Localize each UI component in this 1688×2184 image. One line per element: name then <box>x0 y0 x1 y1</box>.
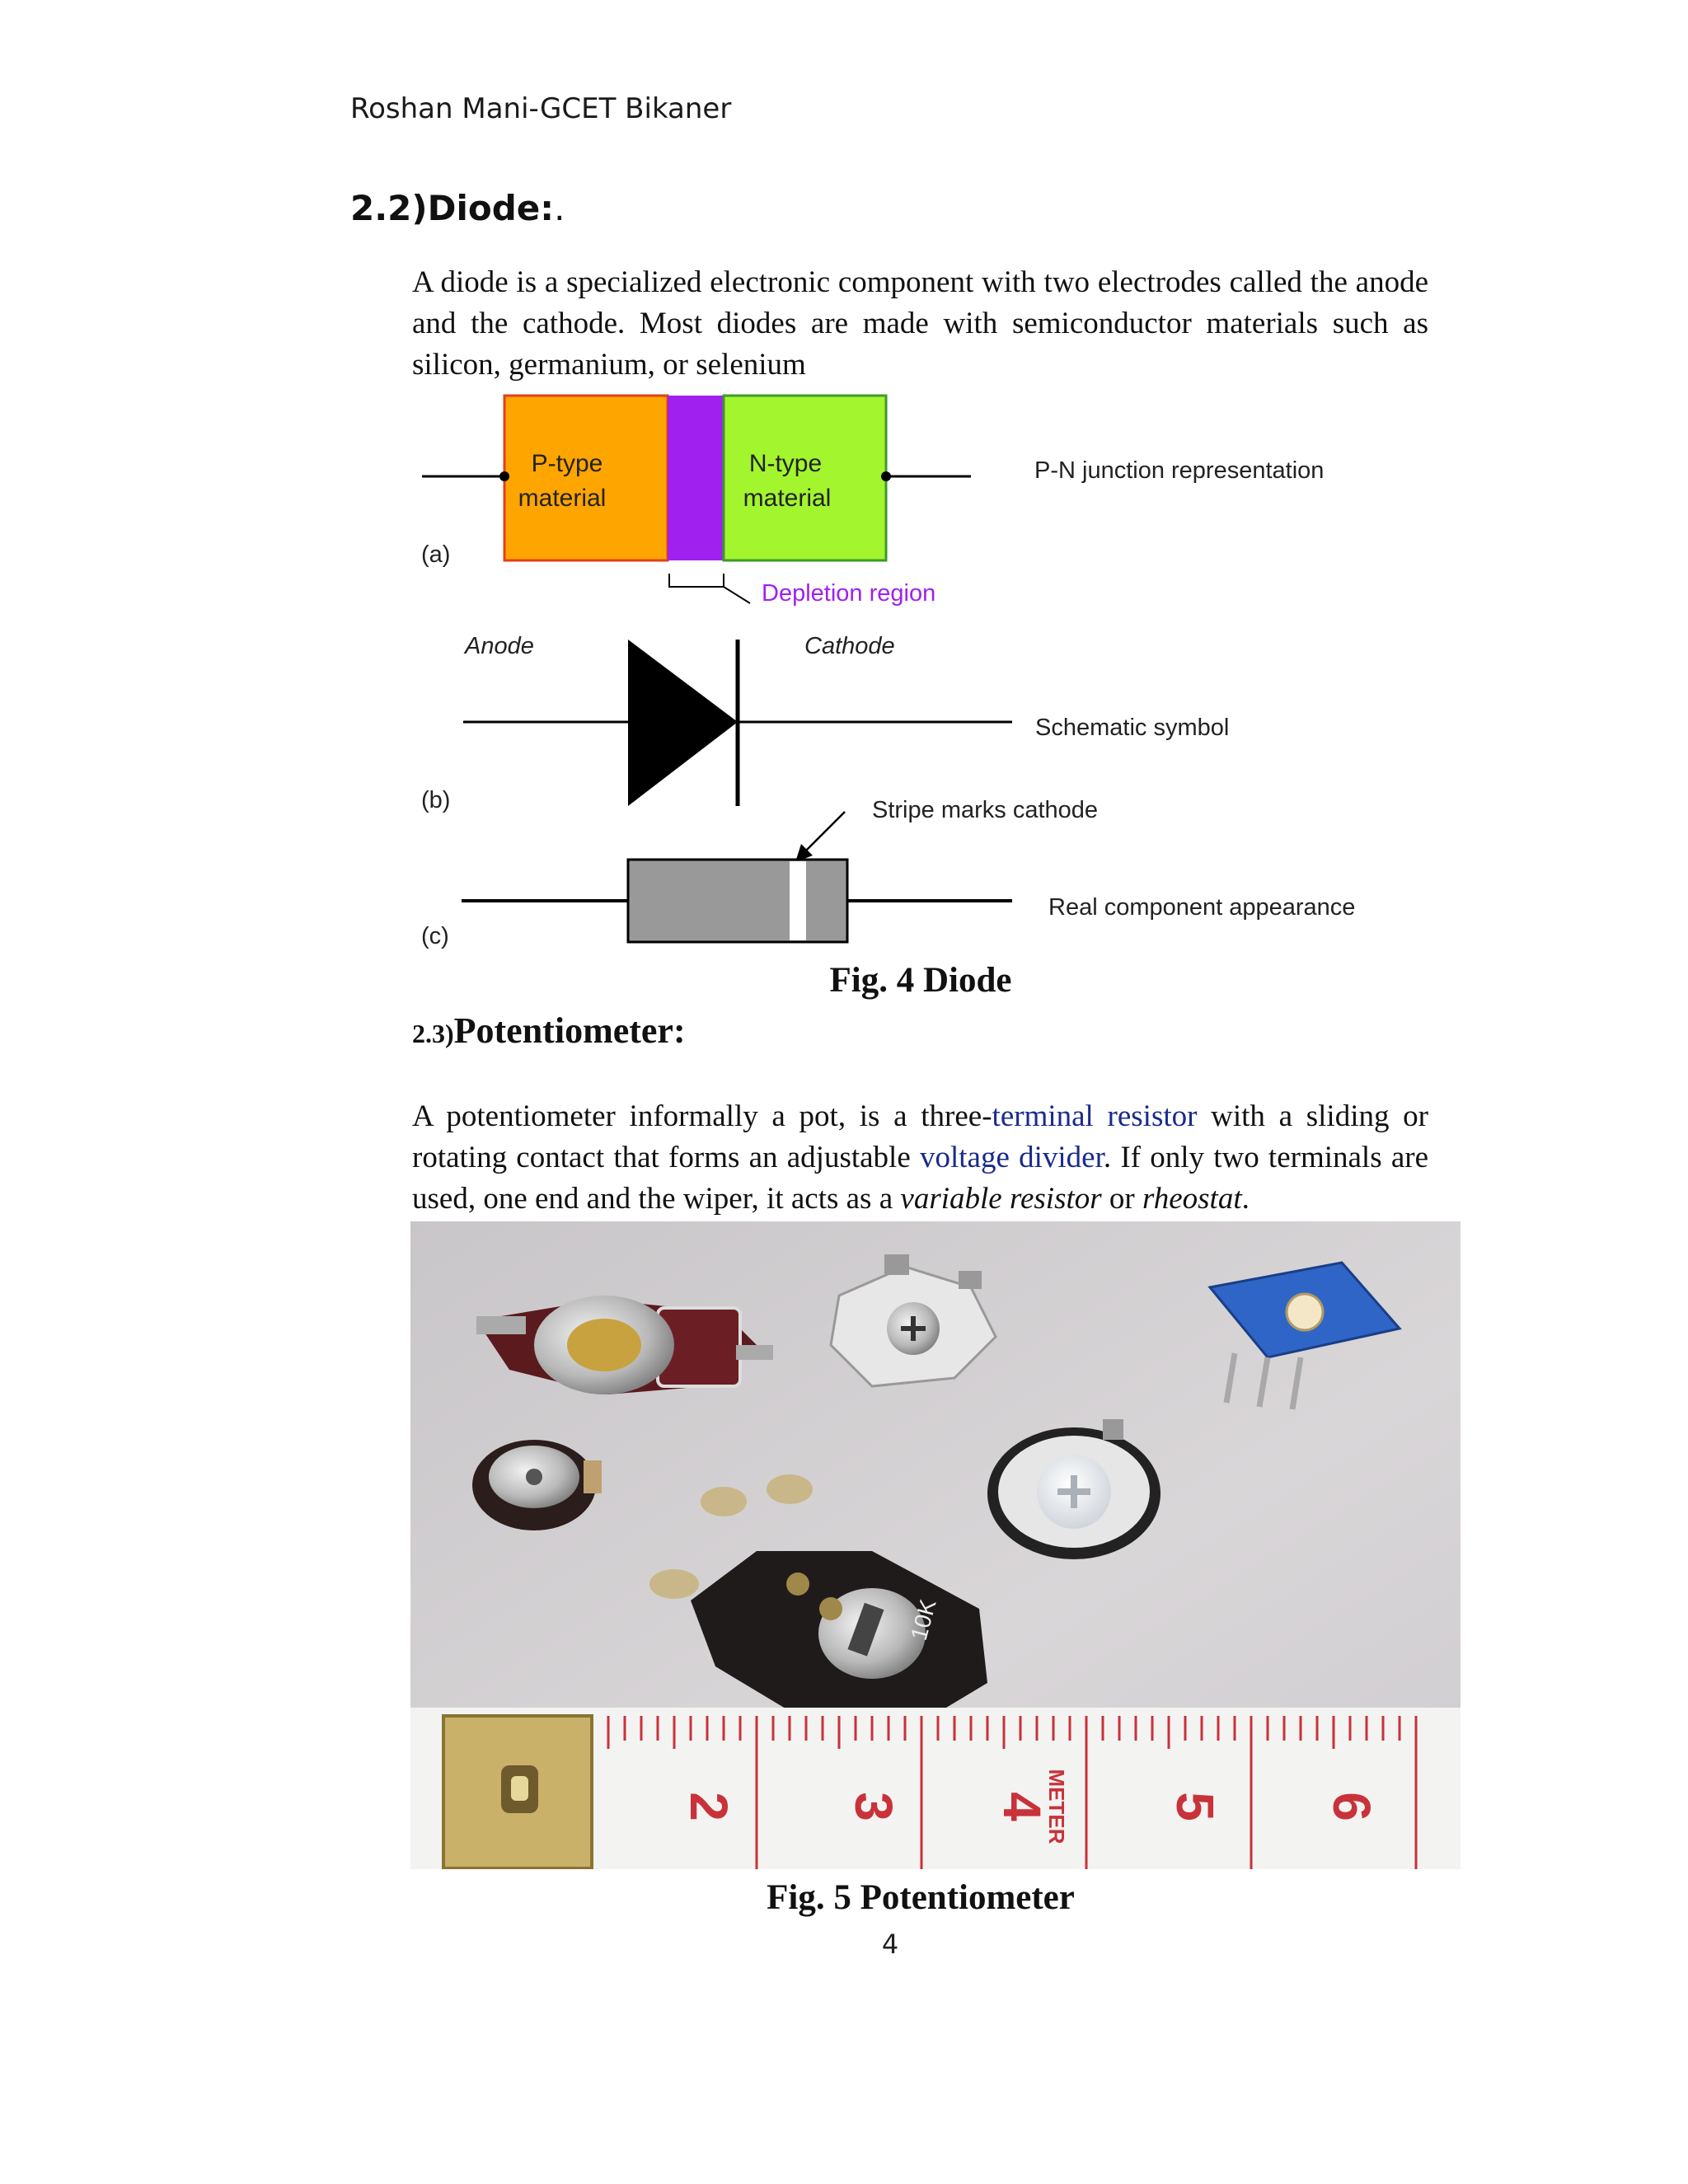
junction-dot-right <box>881 471 891 481</box>
p-type-label-2: material <box>518 485 607 512</box>
junction-dot-left <box>499 471 509 481</box>
n-type-block <box>724 396 886 560</box>
depletion-block <box>668 396 724 560</box>
subsection-name: Potentiometer: <box>453 1010 686 1051</box>
depletion-region-label: Depletion region <box>762 580 936 607</box>
stripe-note: Stripe marks cathode <box>872 797 1099 823</box>
ruler-number-6: 6 <box>1322 1792 1381 1821</box>
p-type-block <box>504 396 668 560</box>
panel-a-label: (a) <box>421 541 451 568</box>
fig5-caption: Fig. 5 Potentiometer <box>767 1878 1075 1917</box>
real-component-description: Real component appearance <box>1048 894 1356 921</box>
anode-label: Anode <box>465 633 534 659</box>
n-type-label-1: N-type <box>748 450 823 477</box>
section-title-suffix: . <box>554 188 565 228</box>
panel-c-label: (c) <box>421 923 449 949</box>
panel-b-label: (b) <box>421 787 451 813</box>
pot-text-1: A potentiometer informally a pot, is a three- <box>412 1099 992 1133</box>
pot-text-2: with a sliding or rotating contact that forms an adjustable <box>412 1099 1428 1174</box>
subsection-number: 2.3) <box>412 1019 454 1048</box>
pot-text-5: . <box>1241 1182 1250 1216</box>
pot-text-3: . If only two terminals are used, one end and the wiper, it acts as a <box>412 1141 1428 1216</box>
diode-triangle <box>628 640 738 806</box>
variable-resistor-term: variable resistor <box>900 1182 1102 1216</box>
ruler-number-2: 2 <box>679 1792 738 1821</box>
voltage-divider-link[interactable]: voltage divider <box>919 1141 1104 1174</box>
diode-figure <box>0 0 1688 989</box>
cathode-label: Cathode <box>804 633 895 659</box>
p-type-label-1: P-type <box>531 450 603 477</box>
diode-body <box>628 860 847 942</box>
section-title-text: 2.2)Diode: <box>350 188 555 228</box>
ruler-number-4: 4 <box>992 1792 1052 1821</box>
page-number: 4 <box>881 1929 899 1960</box>
depletion-pointer <box>724 587 750 603</box>
pot-marking: 10K <box>905 1596 941 1643</box>
cathode-stripe <box>790 861 806 940</box>
stripe-arrow-line <box>804 812 845 853</box>
ruler-number-3: 3 <box>844 1792 903 1821</box>
n-type-label-2: material <box>743 485 832 512</box>
potentiometer-photo <box>410 1221 1461 1869</box>
pn-junction-description: P-N junction representation <box>1034 457 1325 484</box>
subsection-title-potentiometer <box>412 1010 686 1052</box>
pot-text-4: or <box>1101 1182 1142 1216</box>
potentiometer-paragraph <box>412 1096 1428 1220</box>
fig4-caption: Fig. 4 Diode <box>829 961 1012 1000</box>
measuring-tape <box>410 1708 1461 1869</box>
rheostat-term: rheostat <box>1142 1182 1242 1216</box>
schematic-symbol-description: Schematic symbol <box>1035 715 1230 741</box>
ruler-word: METER <box>1044 1769 1069 1844</box>
depletion-bracket <box>669 574 724 587</box>
terminal-resistor-link[interactable]: terminal resistor <box>992 1099 1198 1133</box>
ruler-number-5: 5 <box>1165 1792 1225 1821</box>
diode-paragraph: A diode is a specialized electronic component with two electrodes called the anode and the cathode. Most diodes are made with semiconductor materials such as silicon, germanium, or selenium <box>412 265 1428 382</box>
running-header: Roshan Mani-GCET Bikaner <box>350 92 732 125</box>
